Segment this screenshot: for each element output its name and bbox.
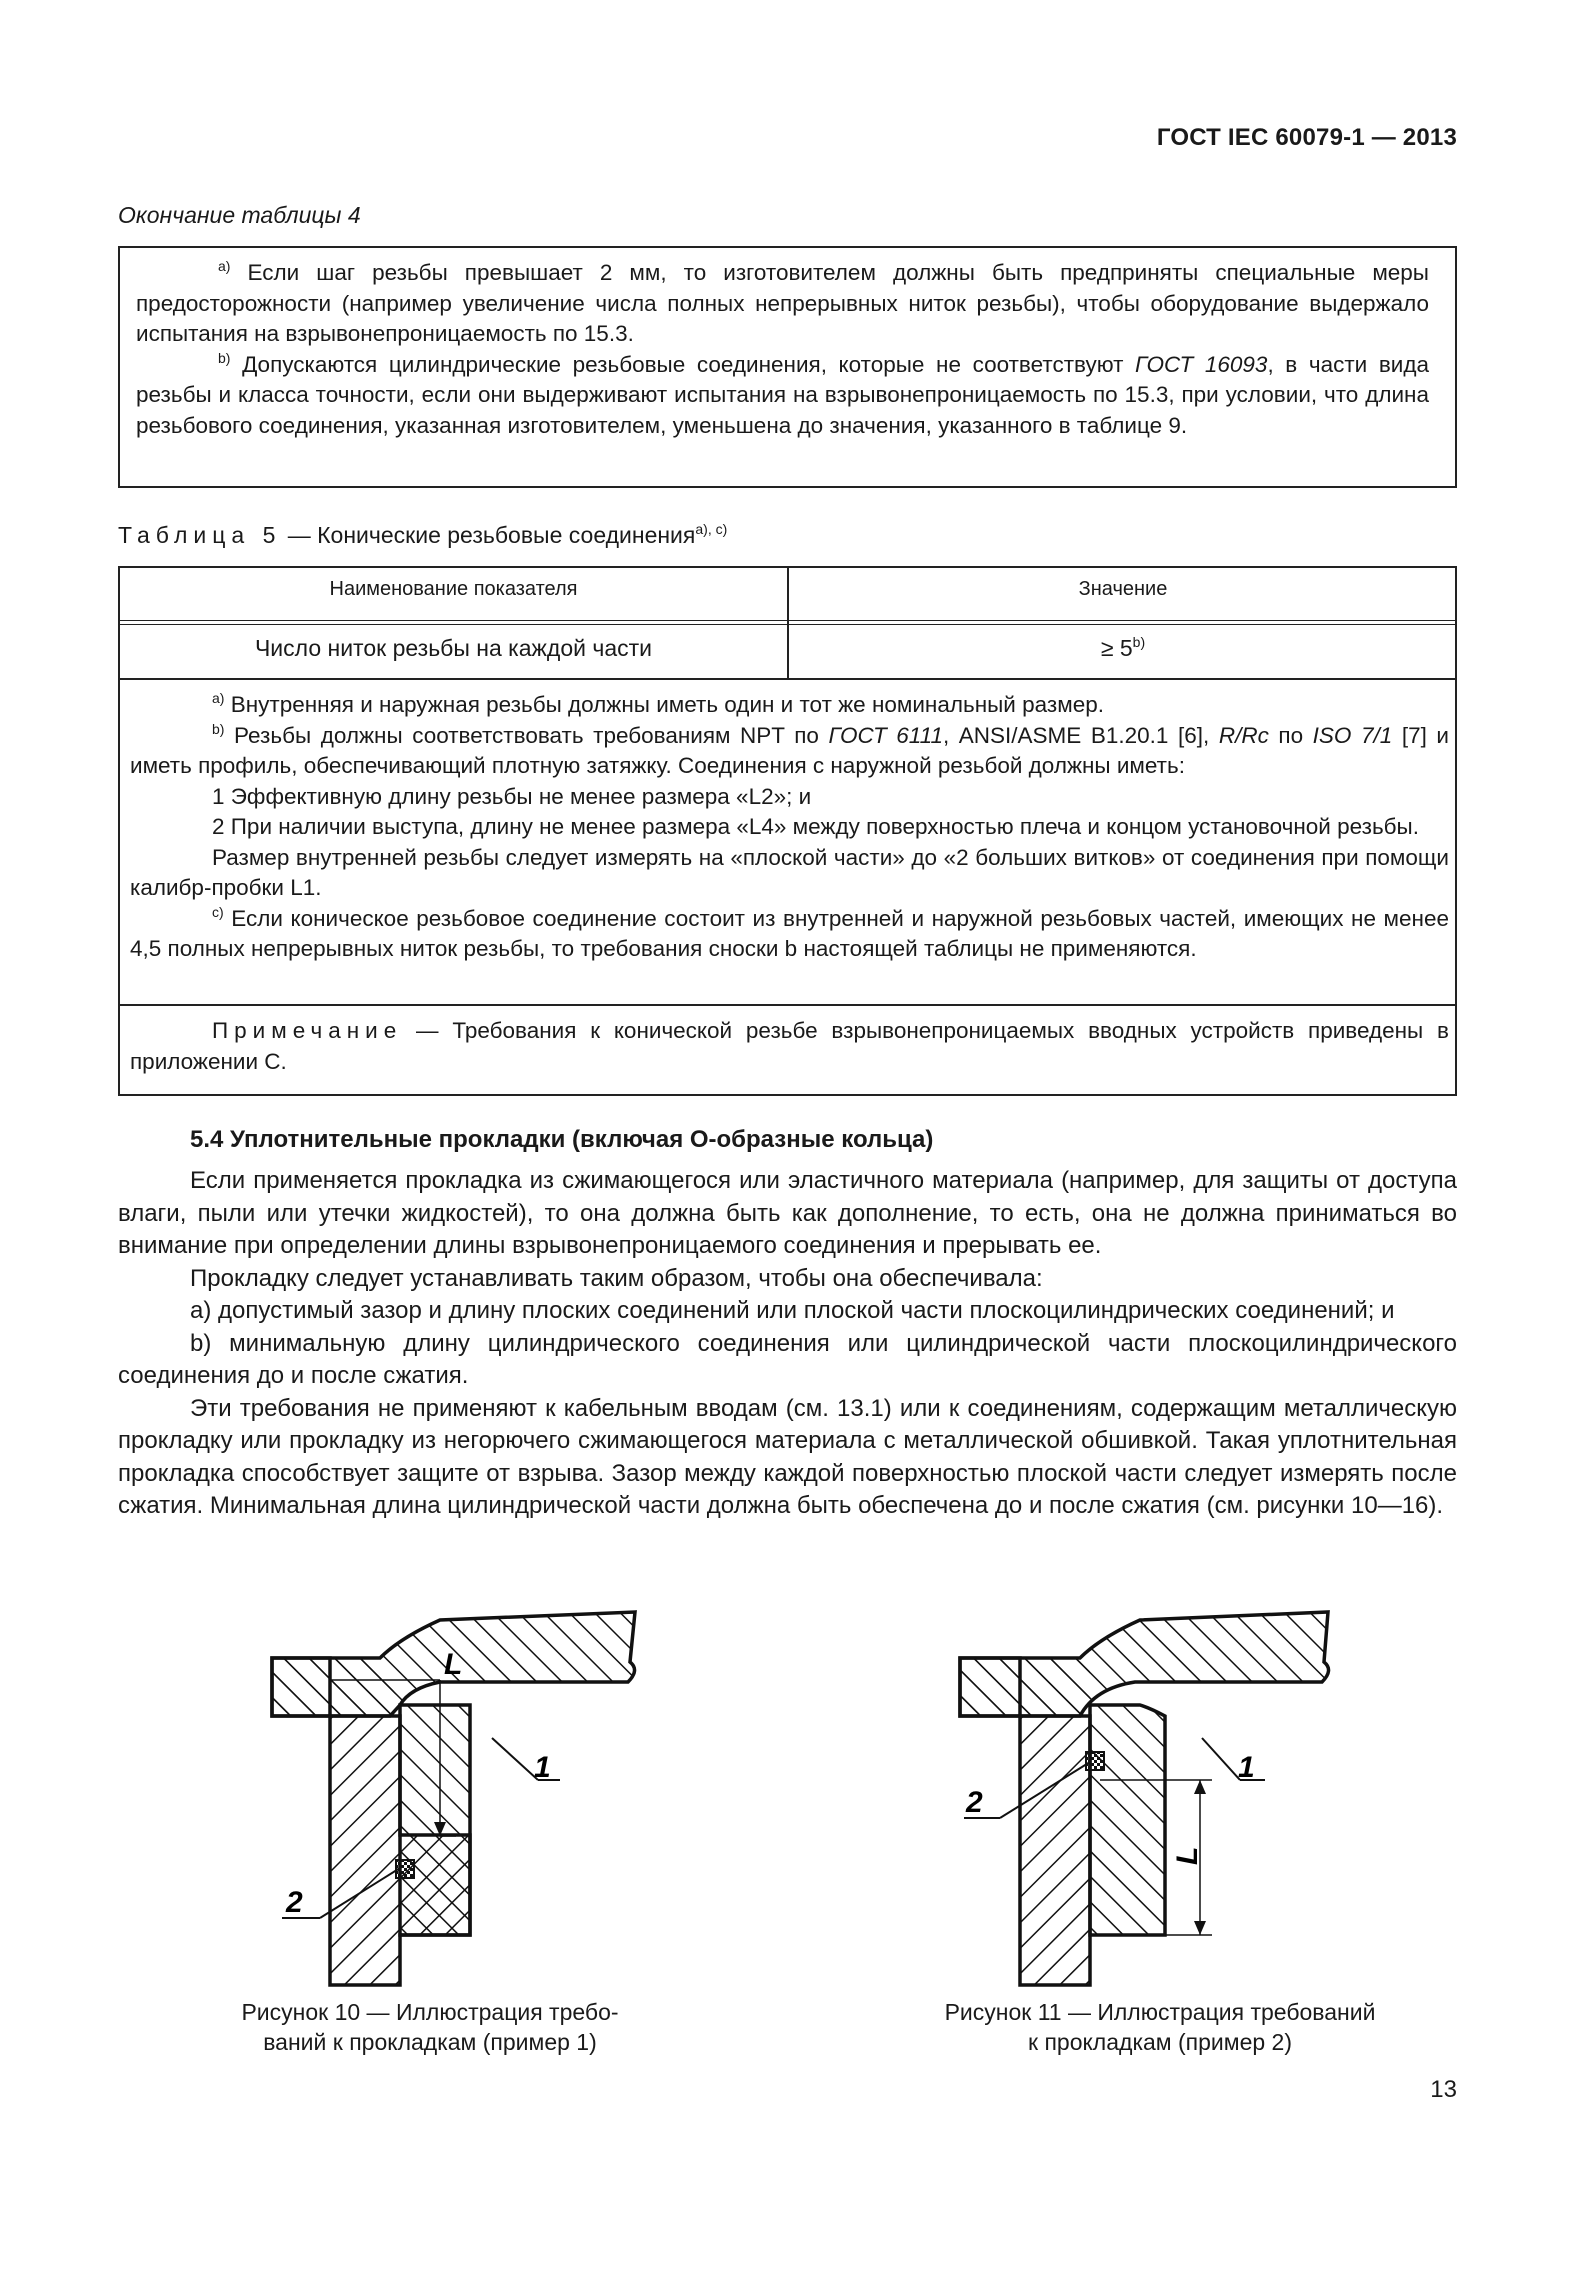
footnote-text: Резьбы должны соответствовать требованиям NPT по bbox=[234, 722, 829, 748]
list-item-a: a) допустимый зазор и длину плоских соединений или плоской части плоскоцилиндрических соединений; и bbox=[190, 1297, 1395, 1324]
figure-11-label-2: 2 bbox=[966, 1786, 983, 1819]
table4-footnote-a bbox=[136, 258, 1429, 350]
table5 bbox=[118, 566, 1457, 1096]
figure-11-label-L: L bbox=[1171, 1846, 1204, 1865]
figure-11-drawing bbox=[950, 1610, 1350, 1990]
document-header: ГОСТ IEC 60079-1 — 2013 bbox=[1156, 124, 1457, 151]
table5-footnote-b bbox=[130, 721, 1449, 782]
footnote-text: , ANSI/ASME B1.20.1 [6], bbox=[942, 722, 1219, 748]
table4-footnotes-box bbox=[118, 246, 1457, 488]
figure-11-caption-line1: Рисунок 11 — Иллюстрация требований bbox=[944, 1999, 1376, 2025]
figure-10-caption bbox=[180, 1997, 680, 2057]
table5-note-divider bbox=[120, 1004, 1455, 1006]
table5-note-text bbox=[130, 1016, 1449, 1077]
footnote-marker: c) bbox=[212, 903, 224, 920]
figure-10-outer-sleeve bbox=[400, 1705, 470, 1935]
figure-11-inner-part bbox=[1020, 1716, 1090, 1985]
footnote-text: [7] и иметь профиль, обеспечивающий плотную затяжку. Соединения с наружной резьбой должны иметь: bbox=[130, 722, 1449, 778]
figure-10-label-L: L bbox=[444, 1648, 463, 1681]
figure-10-caption-line2: ваний к прокладкам (пример 1) bbox=[263, 2029, 597, 2055]
table5-footnote-b-item1: 1 Эффективную длину резьбы не менее размера «L2»; и bbox=[212, 783, 812, 809]
section-body bbox=[118, 1165, 1457, 1523]
table4-footnote-b bbox=[136, 350, 1429, 442]
footnote-text: Внутренняя и наружная резьбы должны иметь один и тот же номинальный размер. bbox=[230, 692, 1104, 717]
paragraph: Эти требования не применяют к кабельным вводам (см. 13.1) или к соединениям, содержащим металлическую прокладку или прокладку из негорючего сжимающегося материала с металлической обшивкой. Такая уплотнительная прокладка способствует защите от взрыва. Зазор между каждой поверхностью плоской части следует измерять после сжатия. Минимальная длина цилиндрической части должна быть обеспечена до и после сжатия (см. рисунки 10—16). bbox=[118, 1394, 1457, 1519]
footnote-marker: a) bbox=[218, 258, 231, 274]
footnote-text: Если шаг резьбы превышает 2 мм, то изготовителем должны быть предприняты специальные меры предосторожности (например увеличение числа полных непрерывных ниток резьбы), чтобы оборудование выдержало испытания на взрывонепроницаемость по 15.3. bbox=[136, 260, 1429, 346]
list-item-b: b) минимальную длину цилиндрического соединения или цилиндрической части плоскоцилиндрического соединения до и после сжатия. bbox=[118, 1329, 1457, 1389]
table5-footnote-b-size: Размер внутренней резьбы следует измерять на «плоской части» до «2 больших витков» от соединения при помощи калибр-пробки L1. bbox=[130, 844, 1449, 900]
figure-10-leader-1 bbox=[492, 1738, 538, 1780]
note-label: Примечание bbox=[212, 1018, 403, 1043]
table5-col-header-value: Значение bbox=[1078, 578, 1168, 600]
table5-note bbox=[130, 1016, 1449, 1077]
table5-footnote-a bbox=[130, 690, 1449, 721]
footnote-marker: b) bbox=[218, 349, 231, 366]
table5-header-divider bbox=[120, 620, 1455, 625]
section-title: 5.4 Уплотнительные прокладки (включая О-образные кольца) bbox=[190, 1126, 934, 1153]
figure-10-label-2: 2 bbox=[286, 1886, 303, 1919]
table5-caption-text: — Конические резьбовые соединения bbox=[281, 522, 696, 548]
footnote-text: Допускаются цилиндрические резьбовые соединения, которые не соответствуют bbox=[242, 351, 1136, 377]
figure-10-drawing bbox=[260, 1610, 660, 1990]
figure-11-outer-part bbox=[1090, 1705, 1165, 1935]
table5-caption-prefix: Таблица 5 bbox=[118, 522, 282, 548]
figure-11-flange-left bbox=[960, 1658, 1020, 1716]
table5-row-value bbox=[789, 635, 1457, 662]
footnote-marker: a) bbox=[212, 690, 225, 706]
table5-row-value-sup: b) bbox=[1132, 634, 1146, 650]
standard-reference: ISO 7/1 bbox=[1312, 722, 1393, 748]
note-body: — Требования к конической резьбе взрывонепроницаемых вводных устройств приведены в приложении С. bbox=[130, 1018, 1449, 1074]
figure-11-caption bbox=[900, 1997, 1420, 2057]
table5-footnote-c bbox=[130, 904, 1449, 965]
footnote-text: , в части вида резьбы и класса точности, если они выдерживают испытания на взрывонепроницаемость по 15.3, при условии, что длина резьбового соединения, указанная изготовителем, уменьшена до значения, указанного в таблице 9. bbox=[136, 351, 1429, 438]
footnote-text: Если коническое резьбовое соединение состоит из внутренней и наружной резьбовых частей, имеющих не менее 4,5 полных непрерывных ниток резьбы, то требования сноски b настоящей таблицы не применяются. bbox=[130, 905, 1449, 961]
figure-11-gasket bbox=[1086, 1752, 1104, 1770]
figure-11-leader-1 bbox=[1202, 1738, 1240, 1780]
figure-11-label-1: 1 bbox=[1238, 1751, 1255, 1784]
paragraph: Прокладку следует устанавливать таким образом, чтобы она обеспечивала: bbox=[190, 1264, 1043, 1292]
table5-caption bbox=[118, 522, 727, 549]
figure-10-label-1: 1 bbox=[534, 1751, 551, 1784]
table5-footnote-b-item2: 2 При наличии выступа, длину не менее размера «L4» между поверхностью плеча и концом установочной резьбы. bbox=[212, 814, 1419, 839]
figure-10-caption-line1: Рисунок 10 — Иллюстрация требо- bbox=[241, 1999, 619, 2025]
figure-11-caption-line2: к прокладкам (пример 2) bbox=[1028, 2029, 1292, 2055]
table5-caption-sup: a), c) bbox=[695, 521, 728, 537]
table5-row-value-text: ≥ 5 bbox=[1100, 635, 1133, 661]
table5-col-header-name: Наименование показателя bbox=[329, 578, 578, 600]
figure-11-base bbox=[1090, 1935, 1165, 1960]
table-continuation-label: Окончание таблицы 4 bbox=[118, 202, 361, 228]
standard-reference: ГОСТ 6111 bbox=[828, 722, 943, 748]
standard-reference: R/Rc bbox=[1218, 722, 1269, 748]
table5-footnotes bbox=[130, 690, 1449, 965]
page-number: 13 bbox=[1430, 2076, 1457, 2103]
footnote-marker: b) bbox=[212, 720, 225, 737]
footnote-text: по bbox=[1268, 722, 1313, 748]
standard-reference: ГОСТ 16093 bbox=[1135, 351, 1268, 377]
table5-row-name: Число ниток резьбы на каждой части bbox=[254, 635, 653, 661]
paragraph: Если применяется прокладка из сжимающегося или эластичного материала (например, для защиты от доступа влаги, пыли или утечки жидкостей), то она должна быть как дополнение, то есть, она не должна приниматься во внимание при определении длины взрывонепроницаемого соединения и прерывать ее. bbox=[118, 1167, 1457, 1259]
figure-11-flange-mid bbox=[1020, 1658, 1090, 1716]
table5-row-divider bbox=[120, 678, 1455, 680]
